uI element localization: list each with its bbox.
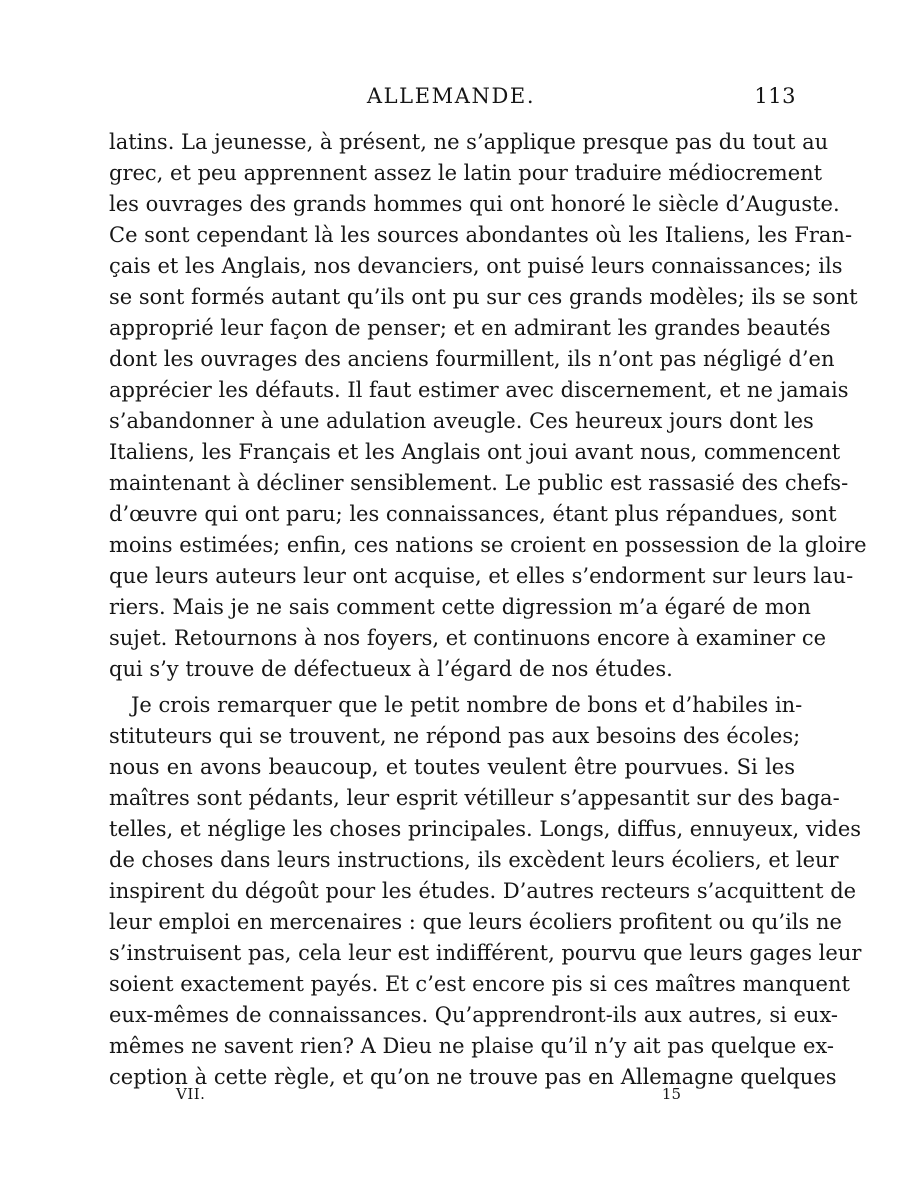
text-line: stituteurs qui se trouvent, ne répond pas aux besoins des écoles; [109, 724, 801, 748]
running-head [108, 84, 794, 116]
text-line: Ce sont cependant là les sources abondantes où les Italiens, les Fran- [109, 223, 853, 247]
running-title: ALLEMANDE. [366, 84, 536, 108]
text-line: que leurs auteurs leur ont acquise, et elles s’endorment sur leurs lau- [109, 564, 854, 588]
text-line: apprécier les défauts. Il faut estimer avec discernement, et ne jamais [109, 378, 849, 402]
text-line: eux-mêmes de connaissances. Qu’apprendront-ils aux autres, si eux- [109, 1003, 839, 1027]
text-line: d’œuvre qui ont paru; les connaissances, étant plus répandues, sont [109, 502, 837, 526]
text-line: inspirent du dégoût pour les études. D’autres recteurs s’acquittent de [109, 879, 857, 903]
body-text [109, 127, 867, 1093]
text-line: ception à cette règle, et qu’on ne trouve pas en Allemagne quelques [109, 1065, 837, 1089]
text-line: moins estimées; enfin, ces nations se croient en possession de la gloire [109, 533, 867, 557]
paragraph-2 [109, 690, 862, 1093]
text-line: qui s’y trouve de défectueux à l’égard de nos études. [109, 657, 673, 681]
text-line: nous en avons beaucoup, et toutes veulent être pourvues. Si les [109, 755, 795, 779]
text-line: maintenant à décliner sensiblement. Le public est rassasié des chefs- [109, 471, 849, 495]
text-line: sujet. Retournons à nos foyers, et continuons encore à examiner ce [109, 626, 827, 650]
signature-mark: 15 [661, 1085, 681, 1103]
text-line: approprié leur façon de penser; et en admirant les grandes beautés [109, 316, 831, 340]
text-line: telles, et néglige les choses principales. Longs, diffus, ennuyeux, vides [109, 817, 862, 841]
text-line: s’instruisent pas, cela leur est indifférent, pourvu que leurs gages leur [109, 941, 862, 965]
page-number: 113 [754, 84, 796, 108]
text-line: riers. Mais je ne sais comment cette digression m’a égaré de mon [109, 595, 811, 619]
text-line: çais et les Anglais, nos devanciers, ont puisé leurs connaissances; ils [109, 254, 843, 278]
text-line: se sont formés autant qu’ils ont pu sur ces grands modèles; ils se sont [109, 285, 858, 309]
paragraph-1 [109, 127, 867, 685]
text-line: de choses dans leurs instructions, ils excèdent leurs écoliers, et leur [109, 848, 839, 872]
text-line: Italiens, les Français et les Anglais ont joui avant nous, commencent [109, 440, 841, 464]
text-line: dont les ouvrages des anciens fourmillent, ils n’ont pas négligé d’en [109, 347, 835, 371]
text-line: mêmes ne savent rien? A Dieu ne plaise qu’il n’y ait pas quelque ex- [109, 1034, 834, 1058]
text-line: maîtres sont pédants, leur esprit vétilleur s’appesantit sur des baga- [109, 786, 840, 810]
text-line: latins. La jeunesse, à présent, ne s’applique presque pas du tout au [109, 130, 829, 154]
text-line: les ouvrages des grands hommes qui ont honoré le siècle d’Auguste. [109, 192, 840, 216]
text-line: leur emploi en mercenaires : que leurs écoliers profitent ou qu’ils ne [109, 910, 842, 934]
page-footer [176, 1085, 681, 1107]
volume-mark: VII. [176, 1085, 206, 1103]
text-line: s’abandonner à une adulation aveugle. Ces heureux jours dont les [109, 409, 814, 433]
text-line: soient exactement payés. Et c’est encore pis si ces maîtres manquent [109, 972, 850, 996]
text-line: grec, et peu apprennent assez le latin pour traduire médiocrement [109, 161, 823, 185]
text-line: Je crois remarquer que le petit nombre de bons et d’habiles in- [131, 693, 803, 717]
